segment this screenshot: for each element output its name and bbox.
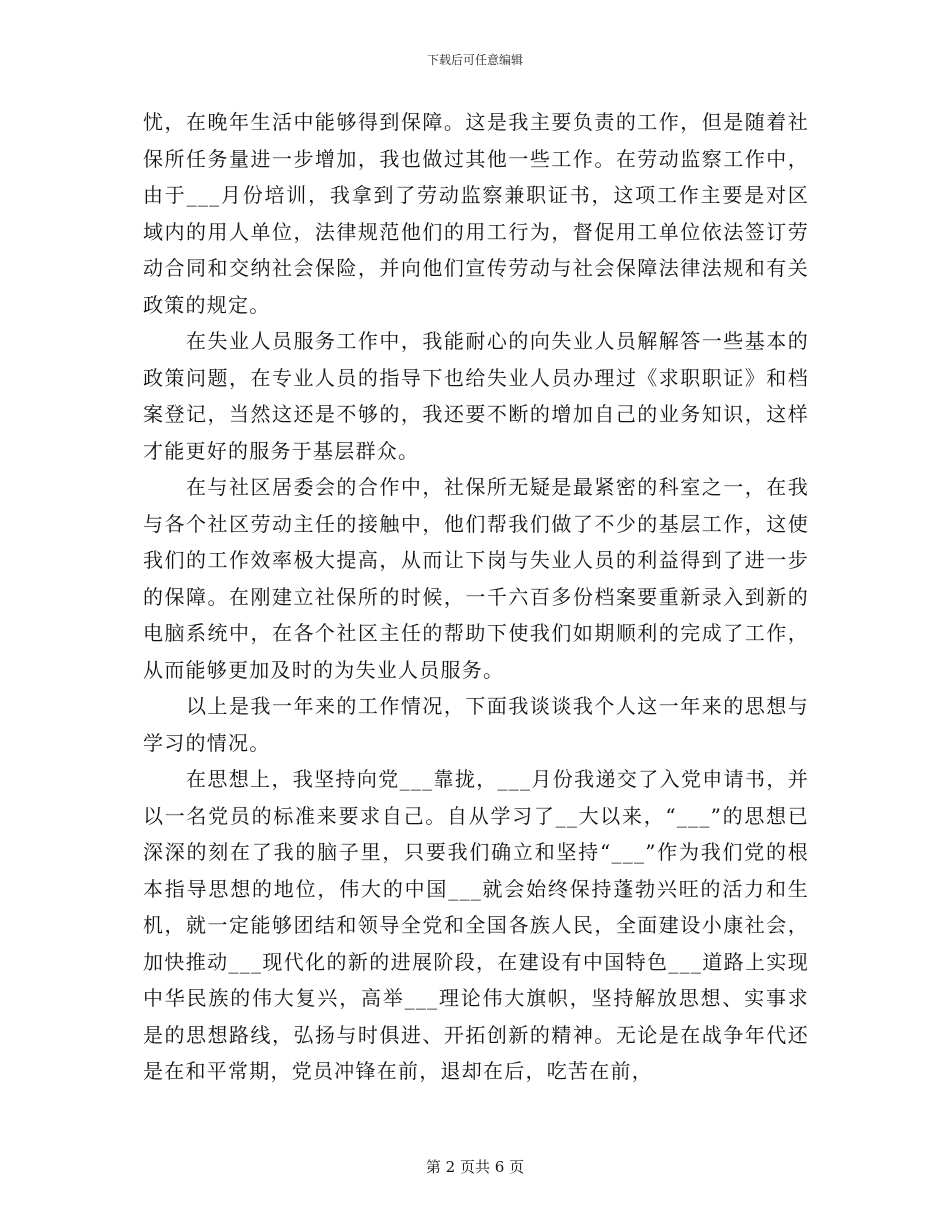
page-header: 下载后可任意编辑 <box>426 53 523 67</box>
paragraph-continuation: 忧，在晚年生活中能够得到保障。这是我主要负责的工作，但是随着社保所任务量进一步增加，我也做过其他一些工作。在劳动监察工作中，由于___月份培训，我拿到了劳动监察兼职证书，这项工作主要是对区域内的用人单位，法律规范他们的用工行为，督促用工单位依法签订劳动合同和交纳社会保险，并向他们宣传劳动与社会保障法律法规和有关政策的规定。 <box>143 110 809 317</box>
paragraph-community-cooperation: 在与社区居委会的合作中，社保所无疑是最紧密的科室之一，在我与各个社区劳动主任的接触中，他们帮我们做了不少的基层工作，这使我们的工作效率极大提高，从而让下岗与失业人员的利益得到了进一步的保障。在刚建立社保所的时候，一千六百多份档案要重新录入到新的电脑系统中，在各个社区主任的帮助下使我们如期顺利的完成了工作，从而能够更加及时的为失业人员服务。 <box>143 475 809 682</box>
document-body <box>143 104 809 1090</box>
paragraph-ideology: 在思想上，我坚持向党___靠拢，___月份我递交了入党申请书，并以一名党员的标准来要求自己。自从学习了__大以来，“___”的思想已深深的刻在了我的脑子里，只要我们确立和坚持“___”作为我们党的根本指导思想的地位，伟大的中国___就会始终保持蓬勃兴旺的活力和生机，就一定能够团结和领导全党和全国各族人民，全面建设小康社会，加快推动___现代化的新的进展阶段，在建设有中国特色___道路上实现中华民族的伟大复兴，高举___理论伟大旗帜，坚持解放思想、实事求是的思想路线，弘扬与时俱进、开拓创新的精神。无论是在战争年代还是在和平常期，党员冲锋在前，退却在后，吃苦在前， <box>143 767 809 1083</box>
paragraph-transition: 以上是我一年来的工作情况，下面我谈谈我个人这一年来的思想与学习的情况。 <box>143 694 809 755</box>
paragraph-unemployed-services: 在失业人员服务工作中，我能耐心的向失业人员解解答一些基本的政策问题，在专业人员的指导下也给失业人员办理过《求职职证》和档案登记，当然这还是不够的，我还要不断的增加自己的业务知识，这样才能更好的服务于基层群众。 <box>143 329 809 463</box>
page-number-footer: 第 2 页共 6 页 <box>425 1158 525 1176</box>
